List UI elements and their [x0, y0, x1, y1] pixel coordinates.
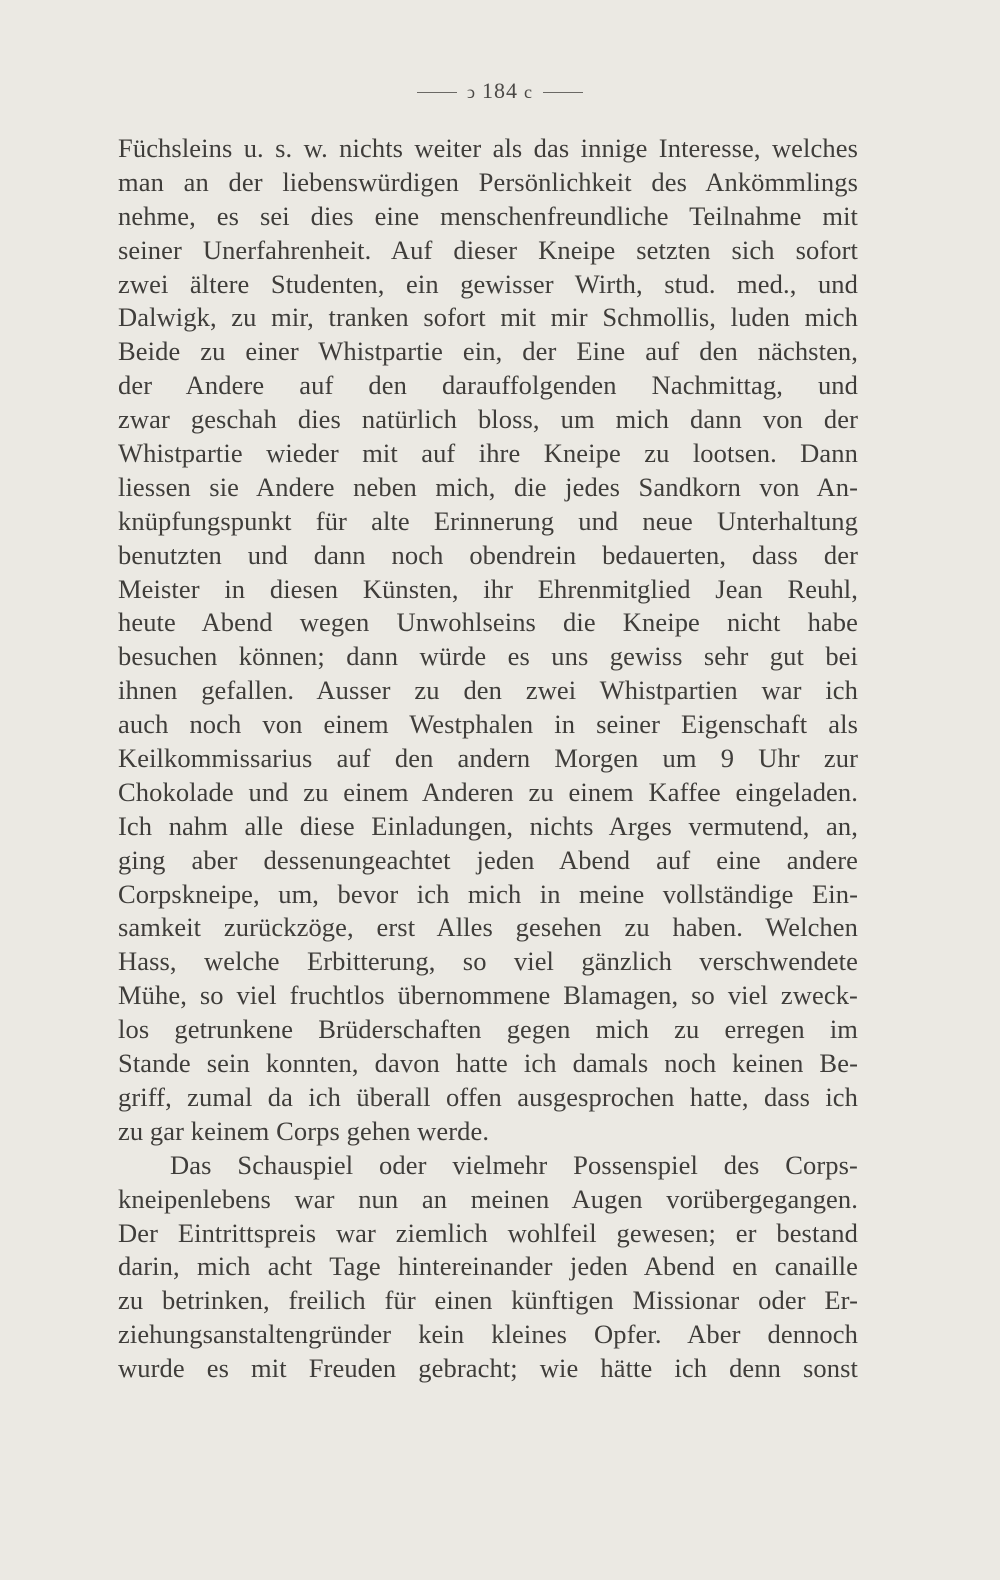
text-line: Stande sein konnten, davon hatte ich damals noch keinen Be- [118, 1048, 858, 1079]
ornament-right: c [524, 82, 533, 102]
text-line: zu gar keinem Corps gehen werde. [118, 1115, 490, 1146]
text-line: Whistpartie wieder mit auf ihre Kneipe zu lootsen. Dann [118, 438, 858, 469]
text-line: Das Schauspiel oder vielmehr Possenspiel des Corps- [170, 1149, 858, 1180]
text-line: ging aber dessenungeachtet jeden Abend auf eine andere [118, 844, 858, 875]
text-line: besuchen können; dann würde es uns gewiss sehr gut bei [118, 641, 858, 672]
text-line: knüpfungspunkt für alte Erinnerung und neue Unterhaltung [118, 505, 858, 536]
text-line: zu betrinken, freilich für einen künftigen Missionar oder Er- [118, 1285, 858, 1316]
text-line: heute Abend wegen Unwohlseins die Kneipe nicht habe [118, 607, 858, 638]
text-line: Der Eintrittspreis war ziemlich wohlfeil gewesen; er bestand [118, 1217, 858, 1248]
text-line: Füchsleins u. s. w. nichts weiter als das innige Interesse, welches [118, 133, 858, 163]
text-line: Hass, welche Erbitterung, so viel gänzlich verschwendete [118, 946, 858, 977]
text-line: auch noch von einem Westphalen in seiner Eigenschaft als [118, 709, 858, 740]
text-line: ihnen gefallen. Ausser zu den zwei Whistpartien war ich [118, 675, 858, 706]
text-line: der Andere auf den darauffolgenden Nachmittag, und [118, 370, 858, 401]
ornament-left: ↄ [467, 82, 476, 102]
text-line: Dalwigk, zu mir, tranken sofort mit mir Schmollis, luden mich [118, 302, 858, 333]
text-line: seiner Unerfahrenheit. Auf dieser Kneipe setzten sich sofort [118, 234, 858, 265]
text-line: Chokolade und zu einem Anderen zu einem Kaffee eingeladen. [118, 776, 858, 807]
header-rule-left [417, 92, 457, 93]
text-line: Meister in diesen Künsten, ihr Ehrenmitglied Jean Reuhl, [118, 573, 858, 604]
text-line: los getrunkene Brüderschaften gegen mich zu erregen im [118, 1014, 858, 1045]
text-line: nehme, es sei dies eine menschenfreundliche Teilnahme mit [118, 200, 858, 231]
text-line: Corpskneipe, um, bevor ich mich in meine vollständige Ein- [118, 878, 858, 909]
text-line: liessen sie Andere neben mich, die jedes Sandkorn von An- [118, 471, 858, 502]
text-line: darin, mich acht Tage hintereinander jeden Abend en canaille [118, 1251, 858, 1282]
text-line: samkeit zurückzöge, erst Alles gesehen zu haben. Welchen [118, 912, 858, 943]
text-line: kneipenlebens war nun an meinen Augen vorübergegangen. [118, 1183, 858, 1214]
header-rule-right [543, 92, 583, 93]
page-number: 184 [482, 78, 518, 103]
text-line: zwei ältere Studenten, ein gewisser Wirth, stud. med., und [118, 268, 858, 299]
text-line: Mühe, so viel fruchtlos übernommene Blamagen, so viel zweck- [118, 980, 858, 1011]
text-line: Ich nahm alle diese Einladungen, nichts Arges vermutend, an, [118, 810, 858, 841]
text-line: man an der liebenswürdigen Persönlichkeit des Ankömmlings [118, 166, 858, 197]
body-text [118, 132, 858, 1386]
text-line: wurde es mit Freuden gebracht; wie hätte ich denn sonst [118, 1353, 858, 1384]
text-line: zwar geschah dies natürlich bloss, um mich dann von der [118, 404, 858, 435]
text-line: Beide zu einer Whistpartie ein, der Eine auf den nächsten, [118, 336, 858, 367]
text-line: Keilkommissarius auf den andern Morgen um 9 Uhr zur [118, 743, 858, 774]
text-line: benutzten und dann noch obendrein bedauerten, dass der [118, 539, 858, 570]
text-line: ziehungsanstaltengründer kein kleines Opfer. Aber dennoch [118, 1319, 858, 1350]
page-header [0, 78, 1000, 104]
text-line: griff, zumal da ich überall offen ausgesprochen hatte, dass ich [118, 1081, 858, 1112]
